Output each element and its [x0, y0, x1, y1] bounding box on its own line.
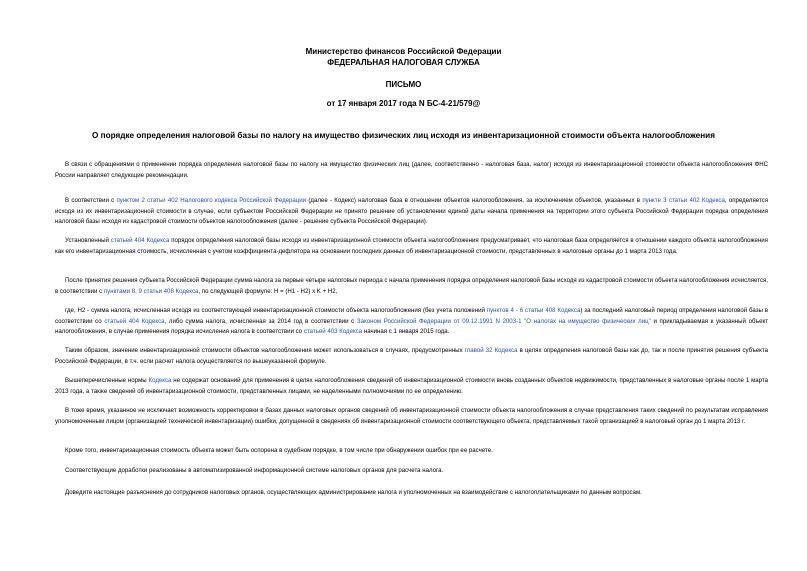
paragraph-10 [55, 466, 768, 477]
paragraph-text: Вышеперечисленные нормы [65, 377, 149, 384]
document-title: О порядке определения налоговой базы по налогу на имущество физических лиц исходя из инвентаризационной стоимости объекта налогообложения [91, 131, 715, 140]
paragraph-text: начиная с 1 января 2015 года. [362, 328, 450, 335]
paragraph-2 [55, 196, 768, 228]
paragraph-text: где, H2 - сумма налога, исчисленная исходя из соответствующей инвентаризационной стоимости объекта налогообложения (без учета положений [65, 307, 487, 314]
paragraph-text: Соответствующие доработки реализованы в автоматизированной информационной системе налоговых органов для расчета налога. [65, 467, 444, 474]
paragraph-text: в целях определения налоговой базы как до, так и после принятия решения субъекта Российской Федерации, в т.ч. если расчет налога осуществляется по вышеуказанной формуле. [55, 347, 768, 365]
paragraph-text: В тоже время, указанное не исключает возможность корректировки в базах данных налоговых органов сведений об инвентаризационной стоимости объекта налогообложения в случае представления таких сведений по результатам исправления уполномоченным лицом (организацией технической инвентаризации) ошибки, допущенной в сведениях об инвентаризационной стоимости соответствующего объекта, представляемых такой организацией в налоговый орган до 1 марта 2013 г. [55, 407, 768, 425]
paragraph-text: Доведите настоящие разъяснения до сотрудников налоговых органов, осуществляющих администрирование налога и уполномоченных на взаимодействие с налогоплательщиками по данным вопросам. [65, 489, 642, 496]
link-law-2003-1[interactable]: Законом Российской Федерации от 09.12.1991 N 2003-1 "О налогах на имущество физических лиц" [356, 317, 651, 325]
paragraph-6 [55, 346, 768, 367]
paragraph-7 [55, 376, 768, 397]
paragraph-text: Кроме того, инвентаризационная стоимость объекта может быть оспорена в судебном порядке, в том числе при обнаружении ошибок при ее расчете. [65, 447, 493, 454]
paragraph-9 [55, 446, 768, 457]
paragraph-text: После принятия решения субъекта Российской Федерации сумма налога за первые четыре налоговых периода с начала применения порядка определения налоговой базы исходя из кадастровой стоимости объекта налогообложения исчисляется, в соответствии с [55, 277, 768, 295]
link-chapter32[interactable]: главой 32 Кодекса [464, 347, 518, 354]
link-art404[interactable]: статьей 404 Кодекса [110, 237, 170, 244]
paragraph-text: и прикладываемая к указанный объект налогообложения, в случае применения порядка исчисления налога в соответствии со [55, 317, 768, 335]
paragraph-text: В соответствии с [65, 197, 117, 204]
paragraph-text: Таким образом, значение инвентаризационной стоимости объектов налогообложения может использоваться в случаях, предусмотренных [65, 347, 465, 354]
ministry-name: Министерство финансов Российской Федерации [305, 47, 502, 56]
paragraph-text: В связи с обращениями о применении порядка определения налоговой базы по налогу на имущество физических лиц (далее, соответственно - налоговая база, налог) исходя из инвентаризационной стоимости объекта налогообложения ФНС России направляет следующие рекомендации. [55, 161, 768, 179]
paragraph-8 [55, 406, 768, 427]
paragraph-4 [55, 276, 768, 297]
link-art402-p3[interactable]: пункте 3 статьи 402 Кодекса [642, 197, 725, 204]
link-art408-p8-9[interactable]: пунктами 8, 9 статьи 408 Кодекса [103, 287, 199, 295]
document-date-number: от 17 января 2017 года N БС-4-21/579@ [326, 99, 481, 108]
paragraph-text: не содержат оснований для применения в целях налогообложения сведений об инвентаризационной стоимости вновь созданных объектов недвижимости, представленных в налоговые органы после 1 марта 2013 года, а также сведений об инвентаризационной стоимости, представленных лицами, не наделенными полномочиями по ее определению. [55, 377, 769, 395]
paragraph-text: Установленный [65, 237, 111, 244]
service-name: ФЕДЕРАЛЬНАЯ НАЛОГОВАЯ СЛУЖБА [327, 58, 480, 67]
link-art404[interactable]: статьей 404 Кодекса [104, 317, 165, 325]
paragraph-11 [55, 488, 768, 499]
paragraph-text: порядок определения налоговой базы исходя из инвентаризационной стоимости объекта налогообложения предусматривает, что налоговая база определяется в отношении каждого объекта налогообложения как его инвентаризационная стоимость, исчисленная с учетом коэффициента-дефлятора на основании последних данных об инвентаризационной стоимости, представленных в налоговые органы до 1 марта 2013 года. [55, 237, 768, 255]
link-art403[interactable]: статьей 403 Кодекса [303, 328, 363, 335]
paragraph-1 [55, 160, 768, 181]
paragraph-text: (далее - Кодекс) налоговая база в отношении объектов налогообложения, за исключением объектов, указанных в [306, 197, 643, 204]
paragraph-text: , по следующей формуле: H = (H1 - H2) x K + H2, [198, 287, 338, 295]
paragraph-3 [55, 236, 768, 257]
paragraph-text: , определяется исходя из их инвентаризационной стоимости в случае, если субъектом Российской Федерации не принято решение об установлении единой даты начала применения на территории этого субъекта Российской Федерации порядка определения налоговой базы исходя из кадастровой стоимости объектов налогообложения (далее - решение субъекта Российской Федерации). [55, 197, 769, 225]
paragraph-5 [55, 306, 768, 338]
link-tax-code-art402-p2[interactable]: пунктом 2 статьи 402 Налогового кодекса Российской Федерации [116, 197, 307, 204]
link-art408-p4-6[interactable]: пунктов 4 - 6 статьи 408 Кодекса [486, 307, 581, 314]
link-code[interactable]: Кодекса [148, 377, 172, 384]
document-type: ПИСЬМО [385, 80, 422, 89]
paragraph-text: , либо сумма налога, исчисленная за 2014 год в соответствии с [164, 317, 357, 325]
paragraph-text: ) за последний налоговый период определения налоговой базы в соответствии со [55, 307, 769, 325]
